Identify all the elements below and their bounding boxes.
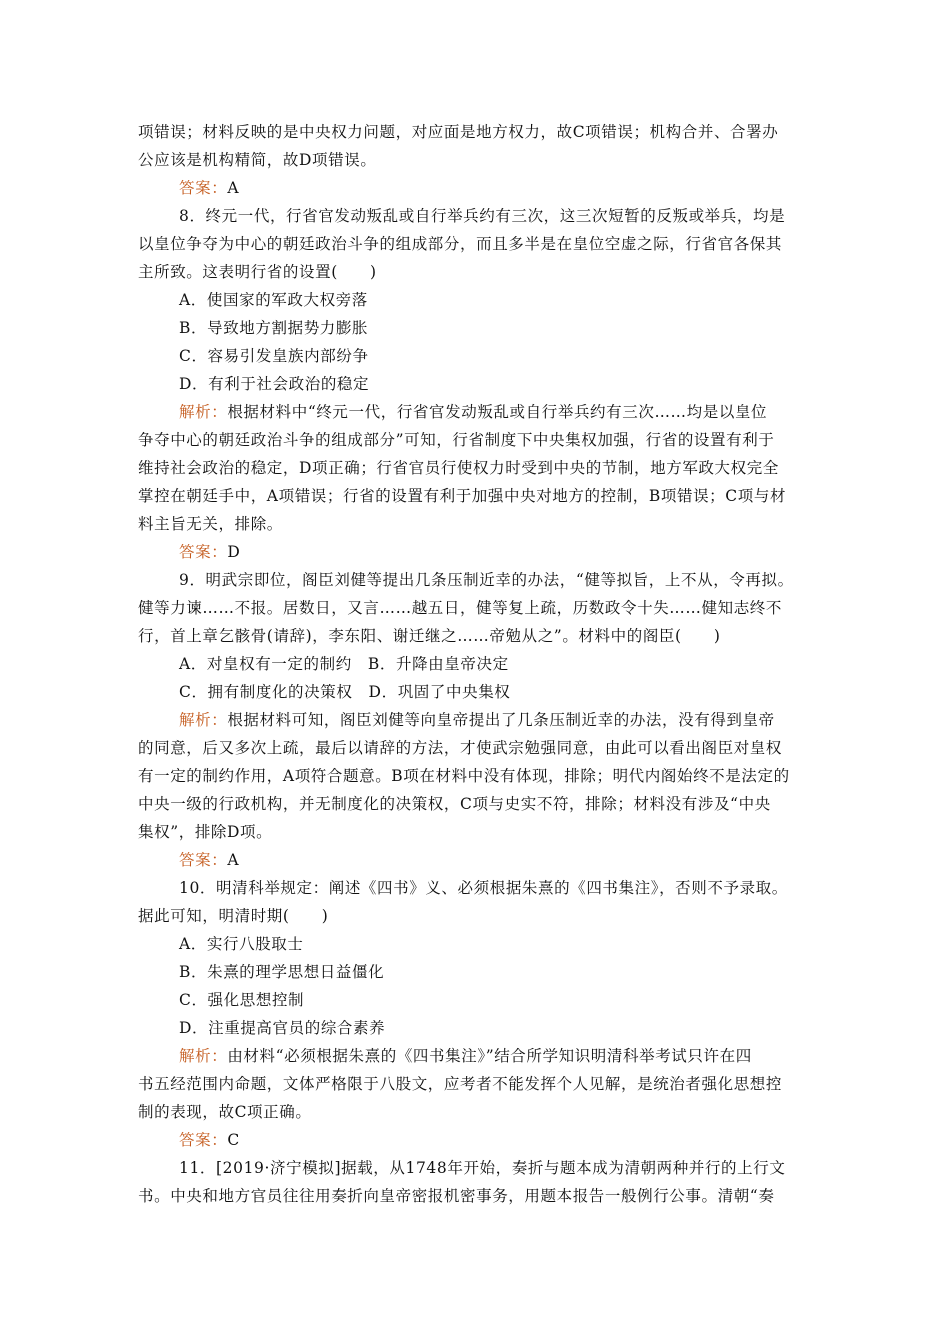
- answer-value: C: [227, 1131, 240, 1149]
- analysis-text: 制的表现，故C项正确。: [138, 1103, 312, 1121]
- answer-line: [179, 178, 239, 198]
- answer-line: [179, 1130, 240, 1150]
- option-b: B．导致地方割据势力膨胀: [179, 319, 369, 337]
- options-row: A．对皇权有一定的制约 B．升降由皇帝决定: [179, 655, 509, 673]
- question-8-stem: 以皇位争夺为中心的朝廷政治斗争的组成部分，而且多半是在皇位空虚之际，行省官各保其: [138, 235, 783, 253]
- option-a: A．使国家的军政大权旁落: [179, 291, 368, 309]
- analysis-text: 书五经范围内命题，文体严格限于八股文，应考者不能发挥个人见解，是统治者强化思想控: [138, 1075, 783, 1093]
- text-line: 公应该是机构精简，故D项错误。: [138, 151, 377, 169]
- analysis-text: 根据材料可知，阁臣刘健等向皇帝提出了几条压制近幸的办法，没有得到皇帝: [227, 711, 775, 729]
- question-10-stem: 据此可知，明清时期( ): [138, 907, 329, 925]
- option-a: A．实行八股取士: [179, 935, 304, 953]
- analysis-line: [179, 1046, 752, 1066]
- question-9-stem: 健等力谏……不报。居数日，又言……越五日，健等复上疏，历数政令十失……健知志终不: [138, 599, 783, 617]
- analysis-text: 根据材料中“终元一代，行省官发动叛乱或自行举兵约有三次……均是以皇位: [227, 403, 768, 421]
- option-b: B．朱熹的理学思想日益僵化: [179, 963, 385, 981]
- answer-label: 答案：: [179, 1131, 228, 1149]
- analysis-text: 集权”，排除D项。: [138, 823, 273, 841]
- option-d: D．注重提高官员的综合素养: [179, 1019, 386, 1037]
- options-row: C．拥有制度化的决策权 D．巩固了中央集权: [179, 683, 511, 701]
- analysis-line: [179, 710, 775, 730]
- answer-value: A: [227, 179, 240, 197]
- analysis-text: 料主旨无关，排除。: [138, 515, 283, 533]
- answer-label: 答案：: [179, 851, 228, 869]
- text-line: 项错误；材料反映的是中央权力问题，对应面是地方权力，故C项错误；机构合并、合署办: [138, 123, 779, 141]
- answer-value: D: [227, 543, 241, 561]
- question-10-stem: 10．明清科举规定：阐述《四书》义、必须根据朱熹的《四书集注》，否则不予录取。: [179, 879, 788, 897]
- question-9-stem: 9．明武宗即位，阁臣刘健等提出几条压制近幸的办法，“健等拟旨，上不从，令再拟。: [179, 571, 794, 589]
- analysis-text: 掌控在朝廷手中，A项错误；行省的设置有利于加强中央对地方的控制，B项错误；C项与材: [138, 487, 787, 505]
- answer-line: [179, 542, 240, 562]
- option-c: C．强化思想控制: [179, 991, 305, 1009]
- analysis-text: 的同意，后又多次上疏，最后以请辞的方法，才使武宗勉强同意，由此可以看出阁臣对皇权: [138, 739, 783, 757]
- analysis-label: 解析：: [179, 403, 228, 421]
- answer-label: 答案：: [179, 179, 228, 197]
- analysis-text: 有一定的制约作用，A项符合题意。B项在材料中没有体现，排除；明代内阁始终不是法定的: [138, 767, 790, 785]
- analysis-text: 争夺中心的朝廷政治斗争的组成部分”可知，行省制度下中央集权加强，行省的设置有利于: [138, 431, 775, 449]
- analysis-text: 由材料“必须根据朱熹的《四书集注》”结合所学知识明清科举考试只许在四: [227, 1047, 752, 1065]
- option-c: C．容易引发皇族内部纷争: [179, 347, 369, 365]
- answer-line: [179, 850, 239, 870]
- analysis-text: 中央一级的行政机构，并无制度化的决策权，C项与史实不符，排除；材料没有涉及“中央: [138, 795, 771, 813]
- analysis-text: 维持社会政治的稳定，D项正确；行省官员行使权力时受到中央的节制，地方军政大权完全: [138, 459, 779, 477]
- analysis-label: 解析：: [179, 1047, 228, 1065]
- question-9-stem: 行，首上章乞骸骨(请辞)，李东阳、谢迁继之……帝勉从之”。材料中的阁臣( ): [138, 627, 721, 645]
- analysis-line: [179, 402, 767, 422]
- option-d: D．有利于社会政治的稳定: [179, 375, 370, 393]
- answer-value: A: [227, 851, 240, 869]
- question-11-stem: 11．[2019·济宁模拟]据载，从1748年开始，奏折与题本成为清朝两种并行的上行文: [179, 1159, 786, 1177]
- question-8-stem: 8．终元一代，行省官发动叛乱或自行举兵约有三次，这三次短暂的反叛或举兵，均是: [179, 207, 786, 225]
- question-8-stem: 主所致。这表明行省的设置( ): [138, 263, 377, 281]
- answer-label: 答案：: [179, 543, 228, 561]
- analysis-label: 解析：: [179, 711, 228, 729]
- question-11-stem: 书。中央和地方官员往往用奏折向皇帝密报机密事务，用题本报告一般例行公事。清朝“奏: [138, 1187, 775, 1205]
